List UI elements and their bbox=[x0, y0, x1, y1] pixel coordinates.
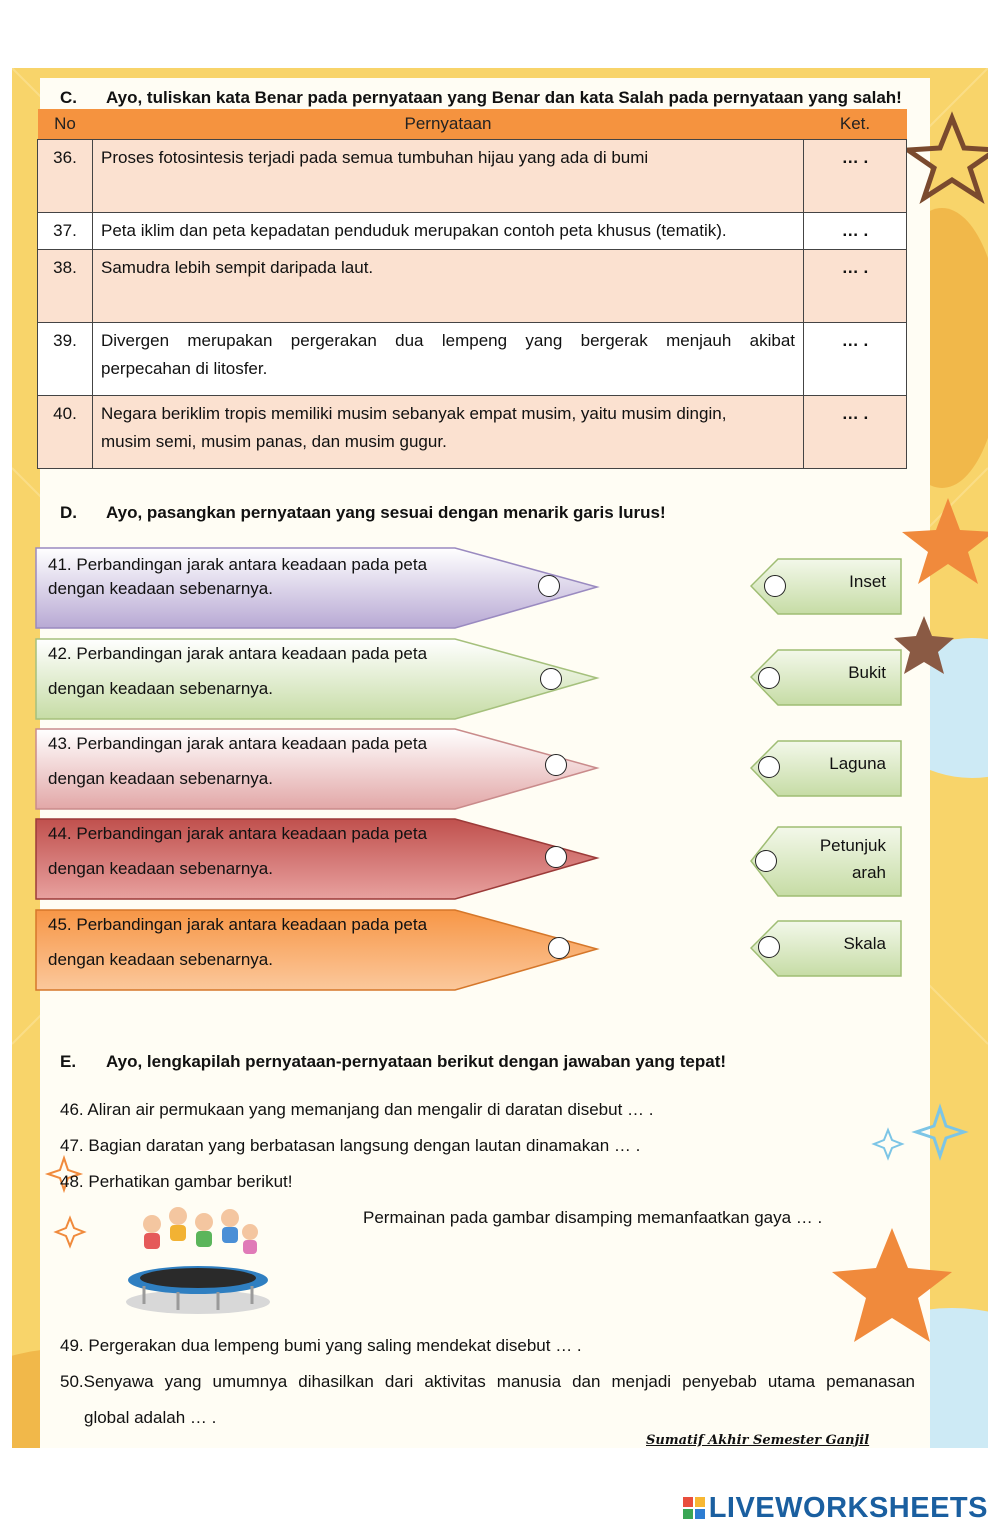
statement-line: 42. Perbandingan jarak antara keadaan pada peta bbox=[48, 644, 428, 663]
section-title-text: Ayo, lengkapilah pernyataan-pernyataan berikut dengan jawaban yang tepat! bbox=[106, 1052, 727, 1071]
true-false-table bbox=[37, 109, 907, 469]
statement-text: Proses fotosintesis terjadi pada semua tumbuhan hijau yang ada di bumi bbox=[101, 148, 649, 167]
section-c-title bbox=[60, 88, 902, 108]
answer-line: Bukit bbox=[848, 663, 886, 682]
footer-caption: Sumatif Akhir Semester Ganjil bbox=[646, 1433, 870, 1448]
statement-text-cont: musim semi, musim panas, dan musim gugur. bbox=[101, 432, 447, 451]
header-ket: Ket. bbox=[804, 109, 907, 140]
question-48: 48. Perhatikan gambar berikut! bbox=[60, 1172, 293, 1191]
answer-field[interactable]: … . bbox=[804, 213, 907, 250]
match-answer-laguna bbox=[750, 740, 902, 796]
connector-dot[interactable] bbox=[764, 575, 786, 597]
trampoline-kids-image bbox=[118, 1198, 278, 1318]
connector-dot[interactable] bbox=[540, 668, 562, 690]
answer-label bbox=[843, 930, 886, 957]
row-statement bbox=[93, 140, 804, 213]
answer-field[interactable]: … . bbox=[804, 250, 907, 323]
liveworksheets-logo[interactable] bbox=[683, 1492, 988, 1525]
liveworksheets-logo-icon bbox=[683, 1497, 705, 1519]
question-50: 50.Senyawa yang umumnya dihasilkan dari aktivitas manusia dan menjadi penyebab utama pemanasan bbox=[60, 1372, 915, 1391]
match-statement-41 bbox=[35, 547, 600, 627]
answer-label bbox=[849, 568, 886, 595]
match-answer-inset bbox=[750, 558, 902, 614]
row-statement bbox=[93, 250, 804, 323]
connector-dot[interactable] bbox=[758, 756, 780, 778]
row-number: 37. bbox=[38, 213, 93, 250]
section-d-title bbox=[60, 503, 666, 523]
question-47: 47. Bagian daratan yang berbatasan langsung dengan lautan dinamakan … . bbox=[60, 1136, 641, 1155]
answer-line: arah bbox=[851, 863, 886, 882]
section-title-text: Ayo, pasangkan pernyataan yang sesuai dengan menarik garis lurus! bbox=[106, 503, 666, 522]
connector-dot[interactable] bbox=[758, 936, 780, 958]
match-statement-42 bbox=[35, 638, 600, 718]
table-row bbox=[38, 323, 907, 396]
statement-text bbox=[48, 726, 478, 796]
question-46: 46. Aliran air permukaan yang memanjang dan mengalir di daratan disebut … . bbox=[60, 1100, 654, 1119]
answer-line: Petunjuk bbox=[819, 836, 886, 855]
statement-text: Negara beriklim tropis memiliki musim sebanyak empat musim, yaitu musim dingin, bbox=[101, 404, 727, 423]
statement-line: dengan keadaan sebenarnya. bbox=[48, 769, 273, 788]
question-49: 49. Pergerakan dua lempeng bumi yang saling mendekat disebut … . bbox=[60, 1336, 582, 1355]
section-e-title bbox=[60, 1052, 726, 1072]
statement-line: dengan keadaan sebenarnya. bbox=[48, 679, 273, 698]
connector-dot[interactable] bbox=[758, 667, 780, 689]
connector-dot[interactable] bbox=[545, 846, 567, 868]
match-answer-skala bbox=[750, 920, 902, 976]
brand-text: LIVEWORKSHEETS bbox=[708, 1492, 988, 1524]
section-letter: E. bbox=[60, 1052, 77, 1071]
statement-text: Samudra lebih sempit daripada laut. bbox=[101, 258, 374, 277]
statement-line: dengan keadaan sebenarnya. bbox=[48, 859, 273, 878]
row-number: 40. bbox=[38, 396, 93, 469]
row-statement bbox=[93, 323, 804, 396]
connector-dot[interactable] bbox=[548, 937, 570, 959]
answer-line: Inset bbox=[849, 572, 886, 591]
answer-label bbox=[829, 750, 886, 777]
answer-field[interactable]: … . bbox=[804, 396, 907, 469]
row-number: 39. bbox=[38, 323, 93, 396]
table-row bbox=[38, 140, 907, 213]
statement-text bbox=[48, 816, 478, 886]
match-statement-43 bbox=[35, 728, 600, 808]
section-letter: D. bbox=[60, 503, 77, 522]
statement-line: 45. Perbandingan jarak antara keadaan pada peta bbox=[48, 915, 428, 934]
statement-line: 44. Perbandingan jarak antara keadaan pada peta bbox=[48, 824, 428, 843]
statement-text-cont: perpecahan di litosfer. bbox=[101, 359, 268, 378]
statement-text: Peta iklim dan peta kepadatan penduduk merupakan contoh peta khusus (tematik). bbox=[101, 221, 727, 240]
answer-field[interactable]: … . bbox=[804, 323, 907, 396]
match-answer-petunjuk-arah bbox=[750, 826, 902, 898]
row-statement bbox=[93, 213, 804, 250]
statement-line: 41. Perbandingan jarak antara keadaan pada peta bbox=[48, 555, 428, 574]
statement-text bbox=[48, 907, 478, 977]
section-title-text: Ayo, tuliskan kata Benar pada pernyataan yang Benar dan kata Salah pada pernyataan yang salah! bbox=[106, 88, 902, 107]
answer-label bbox=[820, 832, 886, 886]
connector-dot[interactable] bbox=[538, 575, 560, 597]
match-answer-bukit bbox=[750, 649, 902, 705]
table-row bbox=[38, 250, 907, 323]
answer-line: Laguna bbox=[829, 754, 886, 773]
question-48-prompt: Permainan pada gambar disamping memanfaatkan gaya … . bbox=[363, 1208, 823, 1227]
header-statement: Pernyataan bbox=[93, 109, 804, 140]
question-50-cont: global adalah … . bbox=[84, 1408, 217, 1427]
answer-field[interactable]: … . bbox=[804, 140, 907, 213]
answer-label bbox=[848, 659, 886, 686]
statement-line: 43. Perbandingan jarak antara keadaan pada peta bbox=[48, 734, 428, 753]
table-row bbox=[38, 396, 907, 469]
section-letter: C. bbox=[60, 88, 77, 107]
answer-line: Skala bbox=[843, 934, 886, 953]
statement-text bbox=[48, 636, 478, 706]
match-statement-45 bbox=[35, 909, 600, 989]
statement-text bbox=[48, 553, 478, 601]
connector-dot[interactable] bbox=[755, 850, 777, 872]
statement-line: dengan keadaan sebenarnya. bbox=[48, 579, 273, 598]
match-statement-44 bbox=[35, 818, 600, 898]
header-no: No bbox=[38, 109, 93, 140]
statement-line: dengan keadaan sebenarnya. bbox=[48, 950, 273, 969]
table-header bbox=[38, 109, 907, 140]
row-statement bbox=[93, 396, 804, 469]
table-row bbox=[38, 213, 907, 250]
row-number: 36. bbox=[38, 140, 93, 213]
statement-text: Divergen merupakan pergerakan dua lempeng yang bergerak menjauh akibat bbox=[101, 331, 795, 350]
row-number: 38. bbox=[38, 250, 93, 323]
connector-dot[interactable] bbox=[545, 754, 567, 776]
